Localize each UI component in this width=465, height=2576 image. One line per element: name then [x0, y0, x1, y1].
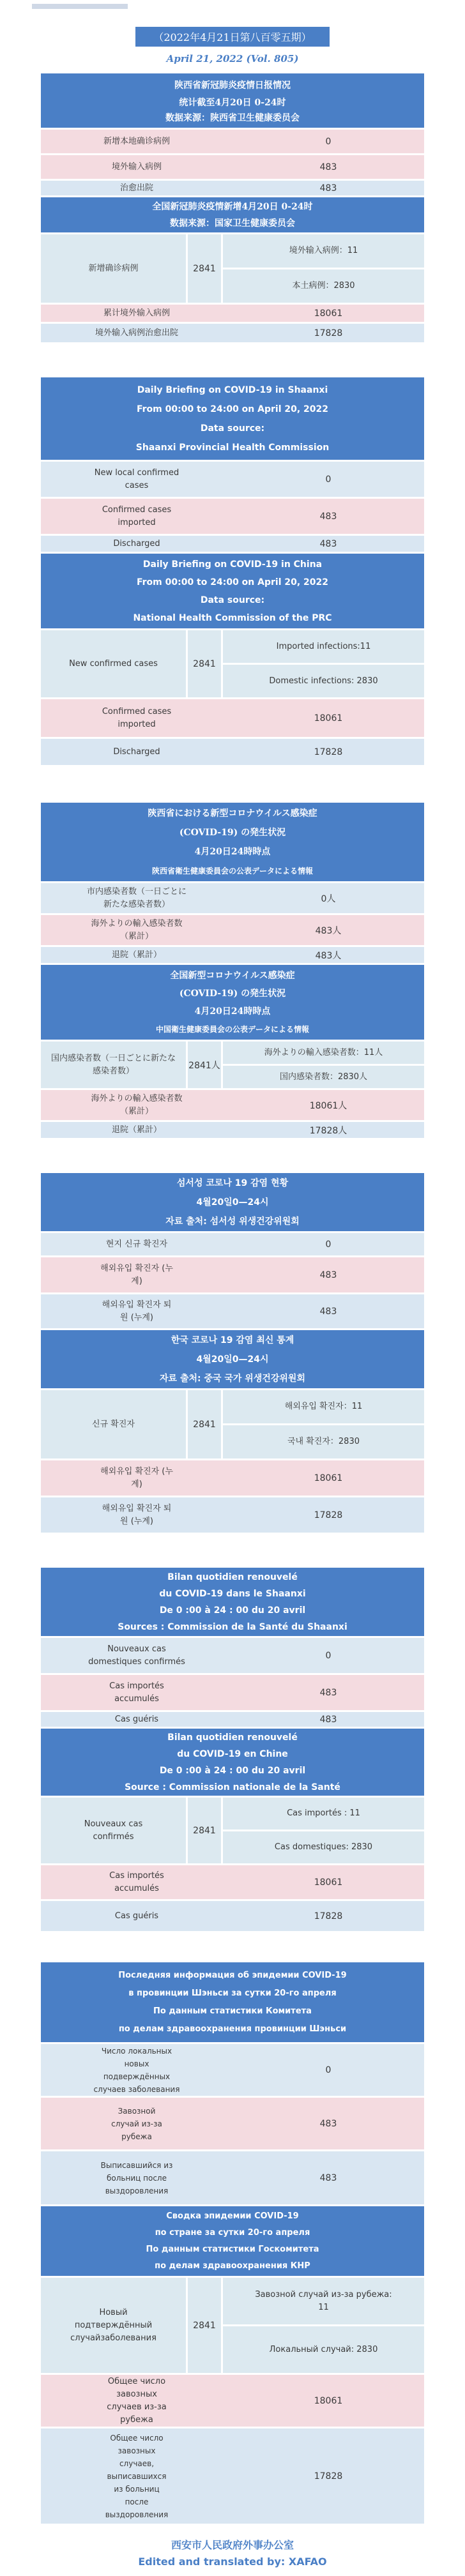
row-value: 483人	[315, 925, 342, 936]
row-value: 483	[319, 1269, 337, 1280]
row-label: 境外输入病例治愈出院	[95, 328, 178, 338]
new-cases-block	[41, 1390, 424, 1460]
table-row	[41, 305, 424, 324]
table-row	[41, 2428, 424, 2526]
row-label: 治愈出院	[119, 183, 153, 193]
row-value: 0	[325, 1239, 332, 1250]
header-line: по делам здравоохранения провинции Шэньси	[118, 2024, 347, 2034]
footer-editor: Edited and translated by: XAFAO	[138, 2556, 327, 2568]
row-value: 0	[325, 2065, 332, 2075]
domestic-cases: 국내 확진자：2830	[287, 1437, 360, 1446]
header-line: 数据来源：国家卫生健康委员会	[170, 218, 295, 229]
zh-shaanxi-table	[41, 73, 424, 344]
en-shaanxi-table	[41, 377, 424, 767]
table-row	[41, 699, 424, 739]
new-cases-label: 国内感染者数（一日ごとに新たな感染者数）	[41, 1042, 188, 1088]
row-label: New local confirmed cases	[94, 467, 179, 490]
row-value: 483	[319, 1714, 337, 1725]
table-row	[41, 155, 424, 181]
new-cases-label: 新增确诊病例	[41, 234, 188, 303]
imported-cases: Cas importés : 11	[223, 1798, 424, 1831]
table-row	[41, 324, 424, 344]
new-cases-block	[41, 2278, 424, 2375]
row-label: Завозной случай из-за рубежа	[111, 2106, 162, 2141]
row-label: Общее число завозных случаев из-за рубежа	[107, 2376, 167, 2425]
header-line: по делам здравоохранения КНР	[155, 2261, 310, 2271]
new-cases-block	[41, 1798, 424, 1865]
table-row	[41, 1090, 424, 1122]
header-line: 数据来源：陕西省卫生健康委员会	[165, 112, 300, 123]
volume-line: April 21, 2022 (Vol. 805)	[166, 53, 299, 64]
header-line: 자료 출처: 중국 국가 위생건강위원회	[160, 1373, 305, 1384]
fr-china-header	[41, 1729, 424, 1798]
header-line: 4월20일0—24시	[196, 1354, 269, 1365]
new-cases-total: 2841	[188, 1390, 223, 1458]
table-row	[41, 1233, 424, 1257]
zh-shaanxi-header	[41, 73, 424, 130]
header-line: в провинции Шэньси за сутки 20-го апреля	[128, 1988, 337, 1998]
header-line: Последняя информация об эпидемии COVID-19	[118, 1970, 347, 1980]
new-cases-block	[41, 1042, 424, 1090]
header-line: 中国衛生健康委員会の公表データによる情報	[155, 1024, 309, 1034]
header-line: 陝西省における新型コロナウイルス感染症	[148, 808, 317, 819]
row-label: Выписавшийся из больниц после выздоровления	[100, 2160, 173, 2195]
domestic-cases: 本土病例：2830	[292, 281, 355, 291]
new-cases-total: 2841	[188, 630, 223, 697]
row-value: 18061	[314, 2395, 343, 2406]
table-row	[41, 1865, 424, 1901]
row-label: Число локальных новых подверждённых случаев заболевания	[93, 2046, 180, 2094]
row-label: 退院（累計）	[111, 1125, 162, 1135]
new-cases-label: 신규 확진자	[41, 1390, 188, 1458]
row-label: 新增本地确诊病例	[103, 136, 170, 146]
row-label: Cas guéris	[114, 1714, 159, 1724]
table-row	[41, 1294, 424, 1330]
row-value: 0	[325, 136, 332, 147]
domestic-cases: 国内感染者数：2830人	[279, 1072, 368, 1082]
table-row	[41, 462, 424, 499]
footer	[0, 2537, 465, 2568]
row-label: 退院（累計）	[111, 950, 162, 960]
row-value: 483	[319, 162, 337, 172]
table-row	[41, 1122, 424, 1140]
row-label: 현지 신규 확진자	[105, 1239, 168, 1249]
row-value: 483	[319, 1306, 337, 1317]
row-label: Cas importés accumulés	[109, 1870, 164, 1893]
new-cases-total: 2841	[188, 234, 223, 303]
table-row	[41, 947, 424, 965]
table-row	[41, 2151, 424, 2206]
header-line: 4月20日24時時点	[194, 846, 271, 857]
footer-org: 西安市人民政府外事办公室	[171, 2539, 294, 2551]
row-value: 483	[319, 2118, 337, 2129]
row-value: 17828	[314, 328, 343, 338]
header-line: du COVID-19 dans le Shaanxi	[159, 1588, 306, 1599]
header-line: По данным статистики Комитета	[153, 2006, 312, 2016]
row-label: 해외유입 확진자 퇴원 (누계)	[102, 1299, 172, 1322]
header-line: Сводка эпидемии COVID-19	[166, 2211, 299, 2221]
row-label: Confirmed cases imported	[102, 706, 172, 729]
imported-cases: Завозной случай из-за рубежа: 11	[223, 2278, 424, 2326]
table-row	[41, 499, 424, 536]
en-china-header	[41, 554, 424, 630]
row-value: 17828	[314, 2471, 343, 2481]
row-value: 483	[319, 1687, 337, 1698]
en-shaanxi-header	[41, 377, 424, 462]
header-line: По данным статистики Госкомитета	[146, 2244, 319, 2254]
header-line: 한국 코로나 19 감염 최신 통계	[171, 1335, 294, 1345]
new-cases-total: 2841	[188, 1798, 223, 1863]
row-value: 18061人	[309, 1100, 347, 1111]
row-value: 18061	[314, 713, 343, 724]
row-label: 海外よりの輸入感染者数（累計）	[91, 1093, 183, 1116]
row-value: 483	[319, 511, 337, 522]
ja-china-header	[41, 965, 424, 1042]
table-row	[41, 536, 424, 554]
row-label: 累计境外输入病例	[103, 308, 170, 318]
row-value: 18061	[314, 1473, 343, 1483]
header-line: Sources : Commission de la Santé du Shaanxi	[118, 1621, 347, 1632]
row-label: Discharged	[113, 538, 160, 549]
header-line: Data source:	[200, 423, 265, 434]
ja-shaanxi-table	[41, 803, 424, 1140]
table-row	[41, 1712, 424, 1729]
header-line: De 0 :00 à 24 : 00 du 20 avril	[159, 1605, 306, 1616]
ja-shaanxi-header	[41, 803, 424, 883]
header-line: 统计截至4月20日 0-24时	[179, 97, 286, 108]
imported-cases: 海外よりの輸入感染者数：11人	[223, 1042, 424, 1066]
row-value: 18061	[314, 308, 343, 319]
date-badge: （2022年4月21日第八百零五期）	[135, 27, 329, 47]
table-row	[41, 1460, 424, 1497]
header-line: 자료 출처: 섬서성 위생건강위원회	[165, 1216, 300, 1227]
domestic-cases: Domestic infections: 2830	[269, 676, 378, 686]
header-line: 全国新型コロナウイルス感染症	[170, 970, 295, 981]
header-line: Daily Briefing on COVID-19 in Shaanxi	[137, 384, 328, 395]
new-cases-label: New confirmed cases	[41, 630, 188, 697]
imported-cases: Imported infections:11	[223, 630, 424, 665]
ko-shaanxi-header	[41, 1173, 424, 1233]
row-value: 0	[325, 1650, 332, 1661]
header-line: 陝西省衛生健康委員会の公表データによる情報	[151, 866, 313, 875]
table-row	[41, 2044, 424, 2098]
table-row	[41, 739, 424, 767]
row-value: 483	[319, 538, 337, 549]
row-label: Общее число завозных случаев, выписавшихся из больниц после выздоровления	[105, 2433, 169, 2519]
row-label: 市内感染者数（一日ごとに新たな感染者数）	[86, 886, 187, 909]
fr-shaanxi-header	[41, 1568, 424, 1638]
row-value: 0	[325, 474, 332, 485]
row-label: Cas guéris	[114, 1911, 159, 1921]
header-line: De 0 :00 à 24 : 00 du 20 avril	[159, 1765, 306, 1776]
row-label: Discharged	[113, 746, 160, 757]
row-value: 17828	[314, 1911, 343, 1921]
row-label: Cas importés accumulés	[109, 1681, 164, 1704]
row-label: 해외유입 확진자 퇴원 (누계)	[102, 1503, 172, 1526]
header-line: National Health Commission of the PRC	[133, 612, 332, 623]
domestic-cases: Локальный случай: 2830	[269, 2344, 378, 2354]
header-line: 全国新冠肺炎疫情新增4月20日 0-24时	[152, 201, 313, 212]
table-row	[41, 1675, 424, 1712]
new-cases-label: Новый подтверждённый случайзаболевания	[41, 2278, 188, 2373]
imported-cases: 해외유입 확진자：11	[223, 1390, 424, 1425]
ru-china-header	[41, 2206, 424, 2278]
new-cases-total: 2841人	[188, 1042, 223, 1088]
row-label: 해외유입 확진자 (누계)	[100, 1263, 173, 1286]
ko-shaanxi-table	[41, 1173, 424, 1534]
imported-cases: 境外输入病例：11	[223, 234, 424, 269]
table-row	[41, 883, 424, 915]
table-row	[41, 2098, 424, 2151]
table-row	[41, 1901, 424, 1933]
ru-shaanxi-table	[41, 1962, 424, 2526]
row-value: 17828	[314, 746, 343, 757]
header-line: 陕西省新冠肺炎疫情日报情况	[174, 80, 291, 91]
row-value: 17828人	[309, 1125, 347, 1136]
row-label: 海外よりの輸入感染者数（累計）	[91, 918, 183, 941]
row-value: 18061	[314, 1877, 343, 1888]
row-label: Nouveaux cas domestiques confirmés	[88, 1644, 185, 1667]
row-label: 해외유입 확진자 (누계)	[100, 1466, 173, 1489]
table-row	[41, 181, 424, 197]
row-value: 0人	[321, 893, 336, 904]
header-line: 4월20일0—24시	[196, 1197, 269, 1208]
new-cases-label: Nouveaux cas confirmés	[41, 1798, 188, 1863]
row-value: 17828	[314, 1510, 343, 1520]
header-line: Data source:	[200, 595, 265, 605]
new-cases-block	[41, 234, 424, 305]
header-line: 섬서성 코로나 19 감염 현황	[176, 1178, 289, 1188]
header-line: Bilan quotidien renouvelé	[167, 1732, 298, 1743]
fr-shaanxi-table	[41, 1568, 424, 1933]
ko-china-header	[41, 1330, 424, 1390]
new-cases-block	[41, 630, 424, 699]
header-line: From 00:00 to 24:00 on April 20, 2022	[136, 404, 329, 414]
header-line: Shaanxi Provincial Health Commission	[135, 442, 330, 453]
table-row	[41, 2375, 424, 2428]
ru-shaanxi-header	[41, 1962, 424, 2044]
header-line: Daily Briefing on COVID-19 in China	[142, 559, 323, 570]
header-line: From 00:00 to 24:00 on April 20, 2022	[136, 577, 329, 587]
new-cases-total: 2841	[188, 2278, 223, 2373]
header-line: 4月20日24時時点	[194, 1006, 271, 1017]
table-row	[41, 915, 424, 947]
header-line: (COVID-19) の発生状況	[179, 988, 286, 999]
row-label: 境外输入病例	[111, 162, 162, 172]
header-line: (COVID-19) の発生状況	[179, 827, 286, 838]
header-line: Source : Commission nationale de la Santé	[125, 1782, 340, 1792]
header-line: du COVID-19 en Chine	[177, 1748, 288, 1759]
zh-china-header	[41, 197, 424, 234]
top-strip	[0, 4, 465, 19]
domestic-cases: Cas domestiques: 2830	[274, 1842, 373, 1852]
table-row	[41, 1497, 424, 1534]
header-line: Bilan quotidien renouvelé	[167, 1572, 298, 1582]
row-value: 483	[319, 2172, 337, 2183]
header-line: по стране за сутки 20-го апреля	[155, 2227, 310, 2238]
table-row	[41, 1257, 424, 1294]
row-value: 483	[319, 183, 337, 193]
table-row	[41, 1638, 424, 1675]
row-label: Confirmed cases imported	[102, 504, 172, 527]
row-value: 483人	[315, 950, 342, 961]
table-row	[41, 130, 424, 155]
